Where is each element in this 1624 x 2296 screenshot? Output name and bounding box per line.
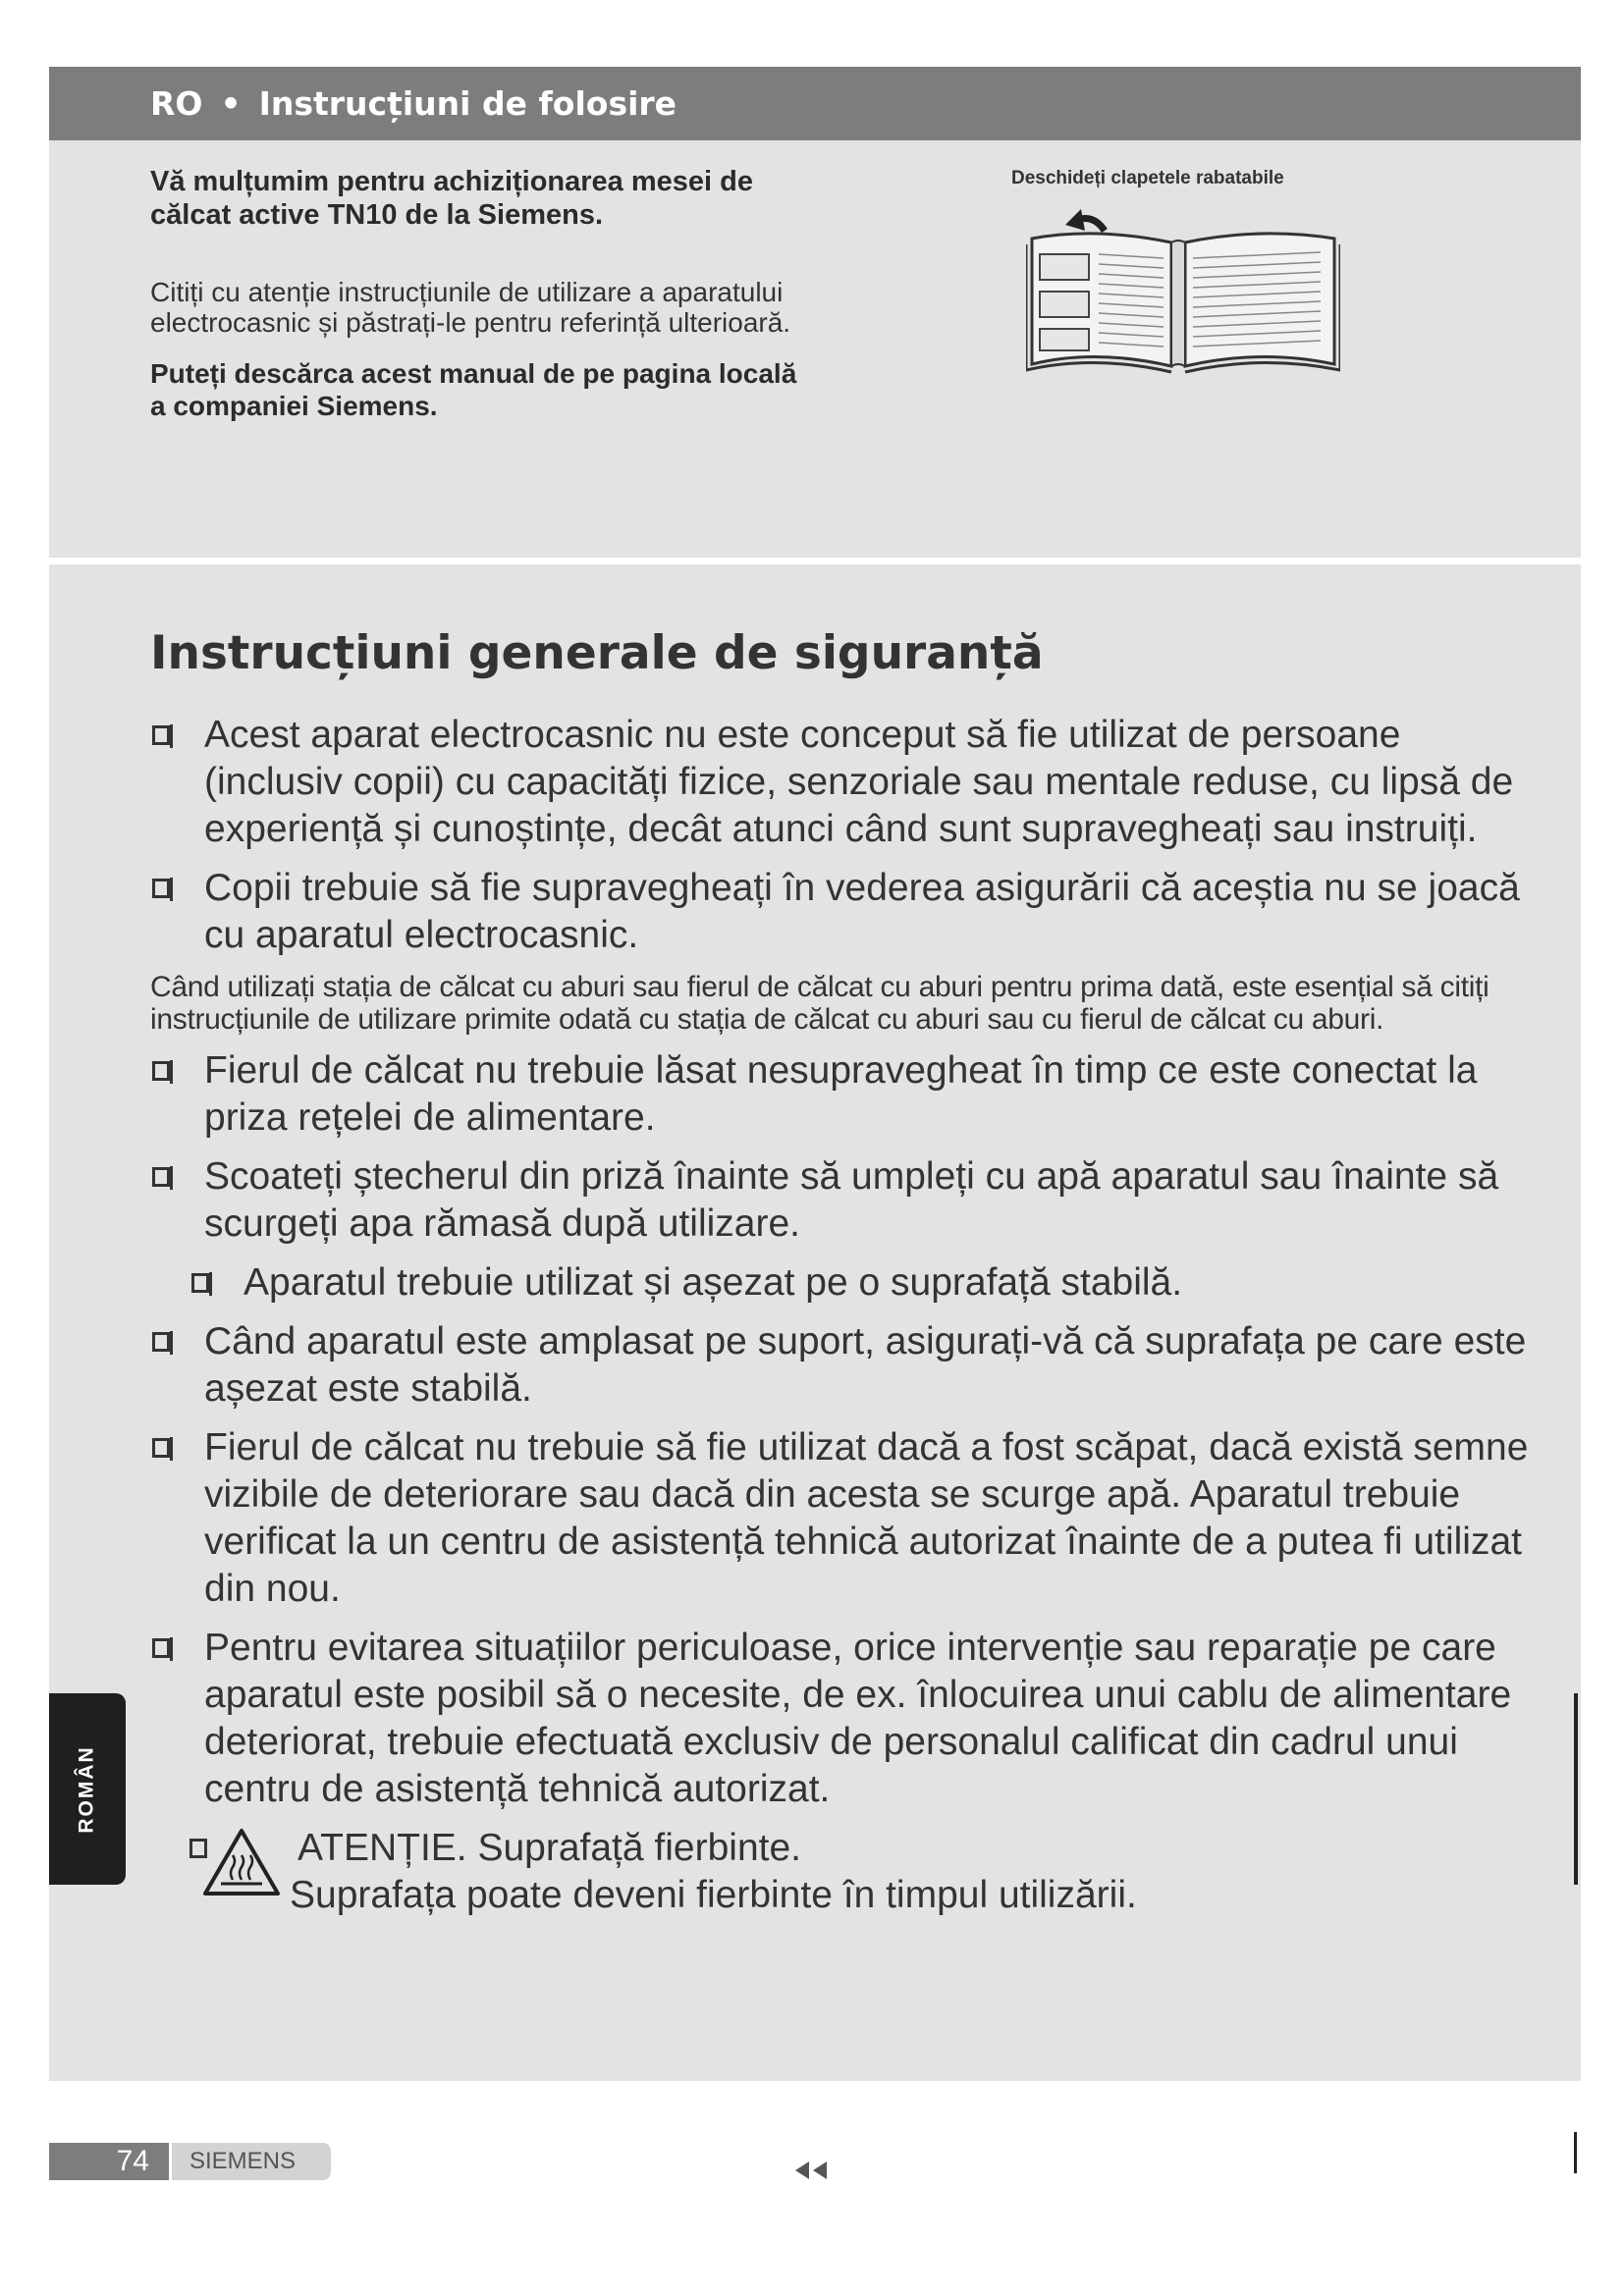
header-bar — [49, 67, 1581, 140]
footer-brand: SIEMENS — [172, 2143, 331, 2180]
intro-text — [150, 165, 818, 422]
safety-item-text: Pentru evitarea situațiilor periculoase, orice intervenție sau reparație pe care aparatul este posibil să o necesite, de ex. înlocuirea unui cablu de alimentare deteriorat, trebuie efectuată exclusiv de personalul calificat din cadrul unui centru de asistență tehnică autorizat. — [204, 1627, 1512, 1810]
header-separator: • — [220, 84, 242, 123]
safety-item-text: Fierul de călcat nu trebuie lăsat nesupravegheat în timp ce este conectat la priza rețelei de alimentare. — [204, 1049, 1478, 1139]
safety-item-text: Aparatul trebuie utilizat și așezat pe o suprafață stabilă. — [244, 1261, 1183, 1304]
intro-thanks: Vă mulțumim pentru achiziționarea mesei de călcat active TN10 de la Siemens. — [150, 166, 753, 231]
intro-panel — [49, 140, 1581, 558]
intro-read-instructions: Citiți cu atenție instrucțiunile de utilizare a aparatului electrocasnic și păstrați-le pentru referință ulterioară. — [150, 277, 791, 338]
language-code: RO — [150, 84, 203, 123]
safety-item-text: Scoateți ștecherul din priză înainte să umpleți cu apă aparatul sau înainte să scurgeți apa rămasă după utilizare. — [204, 1155, 1499, 1245]
side-tab-label: ROMÂN — [76, 1744, 99, 1834]
first-use-note: Când utilizați stația de călcat cu aburi sau fierul de călcat cu aburi pentru prima dată, este esențial să citiți instrucțiunile de utilizare primite odată cu stația de călcat cu aburi sau cu fierul de călcat cu aburi. — [150, 971, 1489, 1036]
checkbox-bullet-icon — [152, 1638, 170, 1658]
hot-surface-warning — [150, 1825, 1535, 1919]
language-side-tab — [49, 1693, 126, 1885]
warning-text: Suprafața poate deveni fierbinte în timpul utilizării. — [290, 1874, 1137, 1916]
open-flaps-illustration — [1026, 199, 1340, 400]
previous-page-icon[interactable] — [791, 2160, 833, 2186]
manual-book-icon — [1026, 199, 1340, 396]
hot-surface-warning-icon — [201, 1827, 282, 1897]
safety-item — [150, 1047, 1535, 1142]
right-margin-marker — [1574, 1693, 1578, 1885]
safety-item — [150, 712, 1535, 853]
page-number: 74 — [49, 2143, 169, 2180]
intro-download: Puteți descărca acest manual de pe pagina locală a companiei Siemens. — [150, 358, 797, 421]
section-title: Instrucțiuni generale de siguranță — [150, 626, 1044, 680]
figure-caption: Deschideți clapetele rabatabile — [1011, 168, 1284, 188]
checkbox-bullet-icon — [152, 1167, 170, 1187]
warning-title: ATENȚIE. Suprafață fierbinte. — [298, 1827, 801, 1869]
checkbox-bullet-icon — [152, 879, 170, 898]
safety-item — [150, 1318, 1535, 1413]
checkbox-bullet-icon — [191, 1273, 209, 1293]
safety-list — [150, 712, 1535, 1919]
safety-item — [150, 1153, 1535, 1248]
header-title: Instrucțiuni de folosire — [258, 84, 677, 123]
safety-item — [189, 1259, 1535, 1307]
checkbox-bullet-icon — [152, 725, 170, 745]
safety-item — [150, 1625, 1535, 1813]
checkbox-bullet-icon — [152, 1332, 170, 1352]
safety-item-text: Fierul de călcat nu trebuie să fie utilizat dacă a fost scăpat, dacă există semne vizibile de deteriorare sau dacă din acesta se scurge apă. Aparatul trebuie verificat la un centru de asistență tehnică autorizat înainte de a putea fi utilizat din nou. — [204, 1426, 1529, 1610]
checkbox-bullet-icon — [152, 1061, 170, 1081]
checkbox-bullet-icon — [152, 1438, 170, 1458]
safety-panel — [49, 564, 1581, 2081]
safety-item-text: Când aparatul este amplasat pe suport, asigurați-vă că suprafața pe care este așezat este stabilă. — [204, 1320, 1527, 1410]
safety-item — [150, 865, 1535, 959]
safety-item — [150, 1424, 1535, 1613]
footer-margin-marker — [1574, 2132, 1577, 2173]
safety-item-text: Copii trebuie să fie supravegheați în vederea asigurării că aceștia nu se joacă cu aparatul electrocasnic. — [204, 867, 1520, 956]
safety-item-text: Acest aparat electrocasnic nu este conceput să fie utilizat de persoane (inclusiv copii) cu capacități fizice, senzoriale sau mentale reduse, cu lipsă de experiență și cunoștințe, decât atunci când sunt supravegheați sau instruiți. — [204, 714, 1514, 850]
